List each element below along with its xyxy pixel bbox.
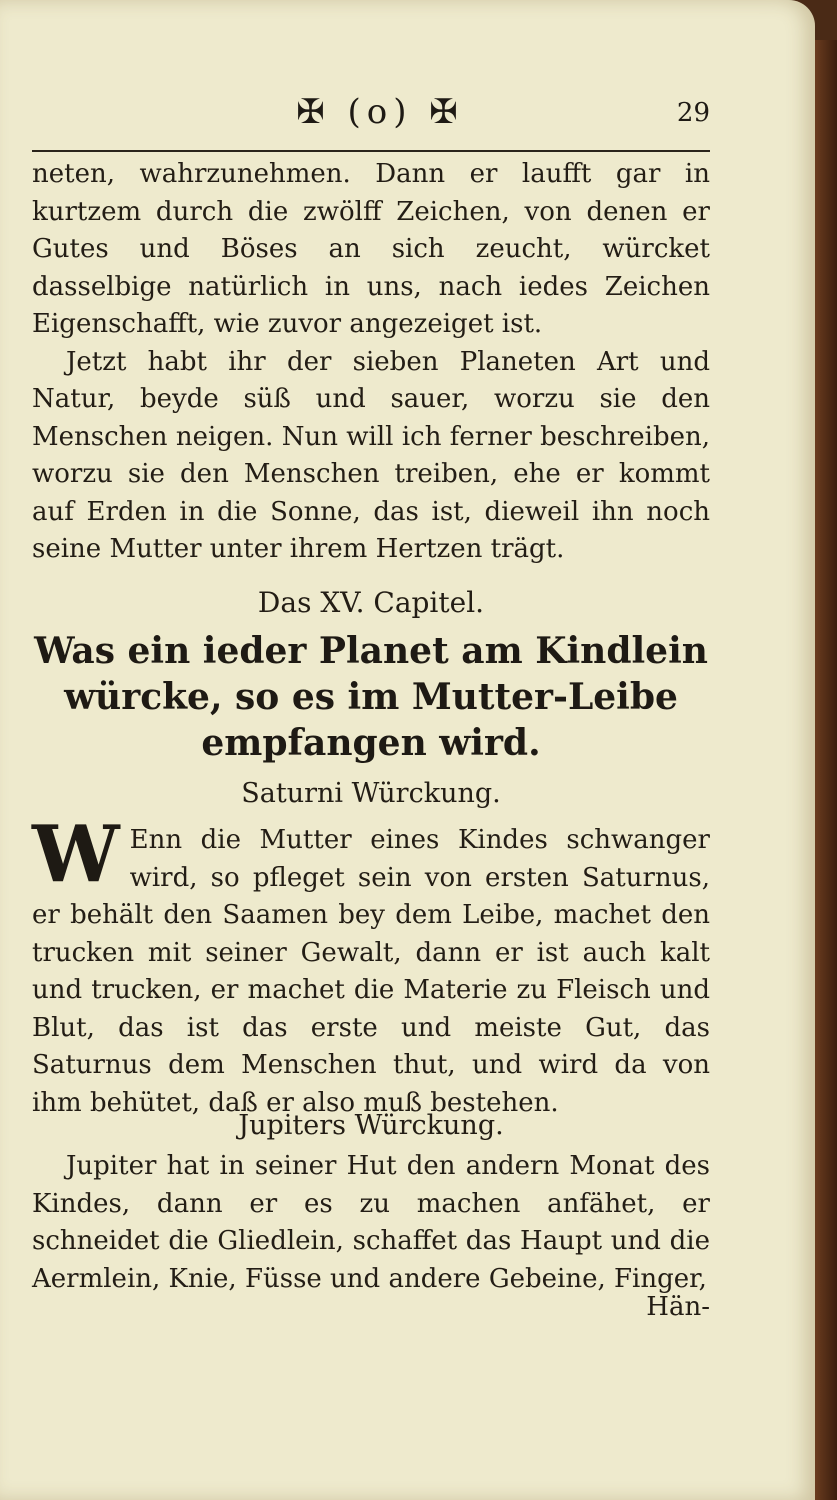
- header-ornament: ✠ (o) ✠: [296, 92, 464, 132]
- paragraph-continuation: neten, wahrzunehmen. Dann er laufft gar in kurtzem durch die zwölff Zeichen, von denen er Gutes und Böses an sich zeucht, würcket dasselbige natürlich in uns, nach iedes Zeichen Eigenschafft, wie zuvor angezeiget ist.: [32, 159, 710, 339]
- chapter-label: Das XV. Capitel.: [257, 586, 485, 619]
- header-rule: [32, 150, 710, 152]
- drop-cap: W: [32, 809, 120, 900]
- paragraph-saturn: [32, 809, 710, 1122]
- top-text-block: [32, 156, 710, 569]
- paragraph-jupiter: Jupiter hat in seiner Hut den andern Monat des Kindes, dann er es zu machen anfähet, er schneidet die Gliedlein, schaffet das Haupt und die Aermlein, Knie, Füsse und andere Gebeine, Finger,: [32, 1151, 710, 1294]
- catchword: Hän-: [646, 1292, 710, 1322]
- page-number: 29: [676, 98, 710, 128]
- jupiter-text-block: [32, 1148, 710, 1298]
- section-heading-jupiter: Jupiters Würckung.: [238, 1110, 504, 1141]
- saturn-text: Enn die Mutter eines Kindes schwanger wird, so pfleget sein von ersten Saturnus, er behält den Saamen bey dem Leibe, machet den trucken mit seiner Gewalt, dann er ist auch kalt und trucken, er machet die Materie zu Fleisch und Blut, das ist das erste und meiste Gut, das Saturnus dem Menschen thut, und wird da von ihm behütet, daß er also muß bestehen.: [32, 825, 710, 1118]
- paragraph: Jetzt habt ihr der sieben Planeten Art und Natur, beyde süß und sauer, worzu sie den Menschen neigen. Nun will ich ferner beschreiben, worzu sie den Menschen treiben, ehe er kommt auf Erden in die Sonne, das ist, dieweil ihn noch seine Mutter unter ihrem Hertzen trägt.: [32, 346, 710, 564]
- saturn-text-block: [32, 809, 710, 1122]
- book-spine: [815, 40, 837, 1500]
- section-heading-saturn: Saturni Würckung.: [241, 778, 501, 809]
- chapter-title: Was ein ieder Planet am Kindlein würcke, so es im Mutter-Leibe empfangen wird.: [34, 630, 708, 764]
- running-header: [30, 92, 720, 142]
